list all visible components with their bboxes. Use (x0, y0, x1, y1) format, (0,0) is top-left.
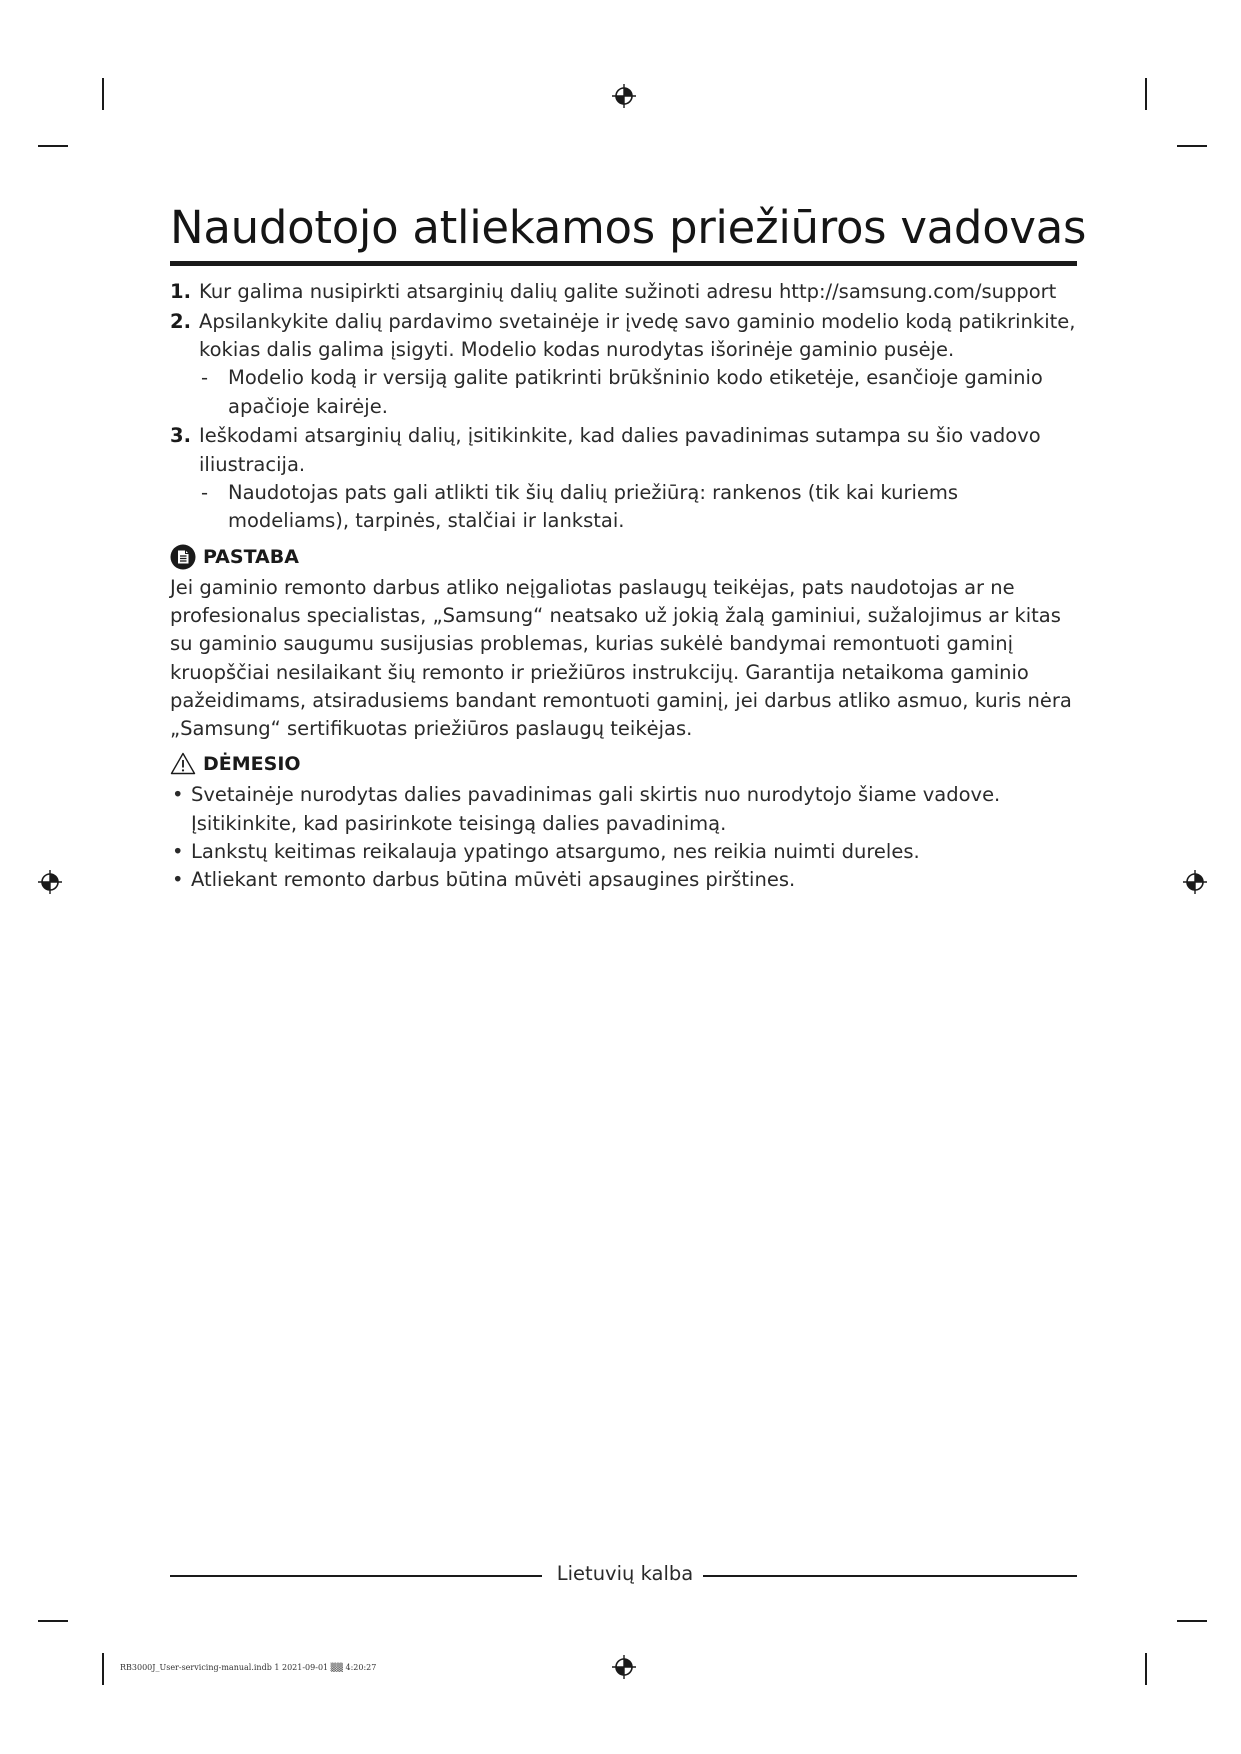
caution-label: DĖMESIO (203, 753, 301, 776)
registration-mark-icon (1183, 870, 1207, 894)
step-item (170, 308, 1077, 421)
title-rule (170, 261, 1077, 266)
crop-mark (1177, 145, 1207, 147)
caution-heading (170, 749, 1077, 779)
footer-rule-left (170, 1575, 542, 1577)
caution-item (170, 781, 1077, 838)
file-info: RB3000J_User-servicing-manual.indb 1 2021-09-01 ▒▒ 4:20:27 (120, 1663, 377, 1672)
bullet-marker: • (172, 783, 184, 807)
note-icon (170, 544, 196, 570)
note-label: PASTABA (203, 545, 299, 568)
step-sub-text: Modelio kodą ir versiją galite patikrinti brūkšninio kodo etiketėje, esančioje gaminio apačioje kairėje. (228, 366, 1043, 418)
crop-mark (102, 1653, 104, 1685)
steps-list (170, 278, 1077, 536)
step-text: Ieškodami atsarginių dalių, įsitikinkite, kad dalies pavadinimas sutampa su šio vadovo iliustracija. (199, 424, 1041, 476)
step-sub-text: Naudotojas pats gali atlikti tik šių dalių priežiūrą: rankenos (tik kai kuriems modeliams), tarpinės, stalčiai ir lankstai. (228, 481, 959, 533)
dash-marker: - (201, 481, 209, 505)
page-title: Naudotojo atliekamos priežiūros vadovas (170, 201, 1087, 254)
caution-item (170, 838, 1077, 866)
bullet-marker: • (172, 868, 184, 892)
registration-mark-icon (612, 84, 636, 108)
bullet-marker: • (172, 840, 184, 864)
caution-item-text: Svetainėje nurodytas dalies pavadinimas gali skirtis nuo nurodytojo šiame vadove. Įsitikinkite, kad pasirinkote teisingą dalies pavadinimą. (191, 783, 1001, 835)
footer-language: Lietuvių kalba (556, 1562, 694, 1585)
note-heading (170, 542, 1077, 572)
step-sub-item (199, 364, 1077, 421)
crop-mark (1177, 1620, 1207, 1622)
footer-rule-right (703, 1575, 1077, 1577)
dash-marker: - (201, 366, 209, 390)
crop-mark (102, 78, 104, 110)
step-sub-item (199, 479, 1077, 536)
main-content (170, 278, 1077, 895)
caution-item-text: Atliekant remonto darbus būtina mūvėti apsaugines pirštines. (191, 868, 796, 892)
step-number: 1. (170, 280, 191, 303)
caution-list (170, 781, 1077, 894)
step-number: 2. (170, 309, 191, 333)
caution-item (170, 866, 1077, 894)
crop-mark (1145, 78, 1147, 110)
step-text: Apsilankykite dalių pardavimo svetainėje ir įvedę savo gaminio modelio kodą patikrinkite, kokias dalis galima įsigyti. Modelio kodas nurodytas išorinėje gaminio pusėje. (199, 309, 1076, 362)
crop-mark (38, 145, 68, 147)
step-item (170, 422, 1077, 535)
caution-item-text: Lankstų keitimas reikalauja ypatingo atsargumo, nes reikia nuimti dureles. (191, 840, 920, 864)
warning-triangle-icon (170, 751, 196, 777)
step-number: 3. (170, 424, 191, 448)
note-text: Jei gaminio remonto darbus atliko neįgaliotas paslaugų teikėjas, pats naudotojas ar ne profesionalus specialistas, „Samsung“ neatsako už jokią žalą gaminiui, sužalojimus ar kitas su gaminio saugumu susijusias problemas, kurias sukėlė bandymai remontuoti gaminį kruopščiai nesilaikant šių remonto ir priežiūros instrukcijų. Garantija netaikoma gaminio pažeidimams, atsiradusiems bandant remontuoti gaminį, jei darbus atliko asmuo, kuris nėra „Samsung“ sertifikuotas priežiūros paslaugų teikėjas. (170, 575, 1072, 741)
registration-mark-icon (612, 1655, 636, 1679)
crop-mark (38, 1620, 68, 1622)
registration-mark-icon (38, 870, 62, 894)
step-text: Kur galima nusipirkti atsarginių dalių galite sužinoti adresu http://samsung.com/support (199, 280, 1057, 303)
crop-mark (1145, 1653, 1147, 1685)
step-item (170, 278, 1077, 306)
